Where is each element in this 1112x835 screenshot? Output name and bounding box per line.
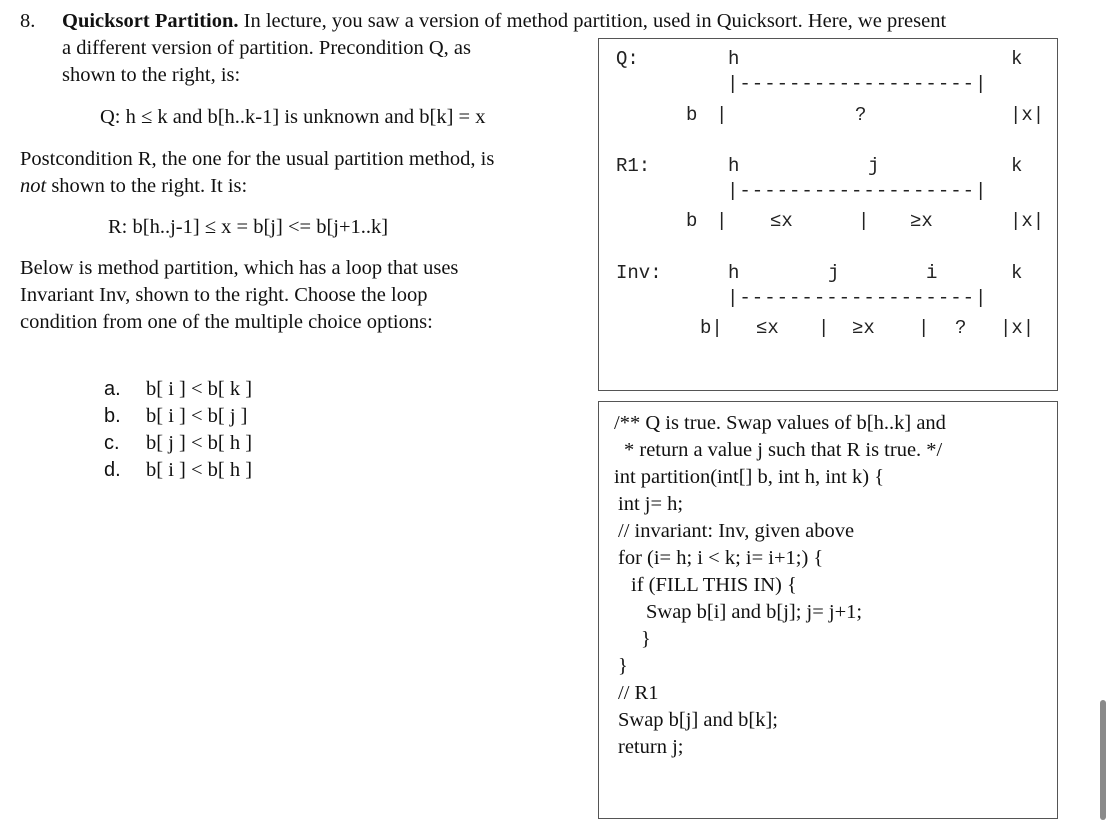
inv-cell-bar-j: | <box>818 317 830 339</box>
below-line-1: Below is method partition, which has a loop that uses <box>20 257 459 279</box>
option-letter: a. <box>104 378 121 400</box>
q-array-name: b <box>686 104 698 126</box>
code-line-3: int partition(int[] b, int h, int k) { <box>614 466 885 488</box>
option-letter: d. <box>104 459 121 481</box>
q-cell-x: |x| <box>1010 104 1045 126</box>
inv-cell-unknown: ? <box>955 317 967 339</box>
not-emphasis: not <box>20 175 47 197</box>
code-line-12: Swap b[j] and b[k]; <box>618 709 778 731</box>
code-line-4: int j= h; <box>618 493 684 515</box>
r1-cell-bar-j: | <box>858 210 870 232</box>
q-rule: |-------------------| <box>727 73 988 95</box>
r1-cell-x: |x| <box>1010 210 1045 232</box>
inv-cell-le-x: ≤x <box>756 317 779 339</box>
question-header <box>62 10 946 33</box>
postcondition-line-2 <box>20 175 247 198</box>
code-line-10: } <box>618 655 628 677</box>
q-cell-bar: | <box>716 104 728 126</box>
question-title: Quicksort Partition. <box>62 10 239 32</box>
r1-index-j: j <box>868 155 880 177</box>
inv-cell-x: |x| <box>1000 317 1035 339</box>
inv-index-k: k <box>1011 262 1023 284</box>
code-line-1: /** Q is true. Swap values of b[h..k] and <box>614 412 946 434</box>
code-line-7: if (FILL THIS IN) { <box>631 574 797 596</box>
postcondition-line-1: Postcondition R, the one for the usual partition method, is <box>20 148 495 170</box>
inv-cell-bar-i: | <box>918 317 930 339</box>
option-text: b[ i ] < b[ k ] <box>146 378 253 400</box>
option-letter: b. <box>104 405 121 427</box>
inv-label: Inv: <box>616 262 662 284</box>
question-intro-line-1: In lecture, you saw a version of method partition, used in Quicksort. Here, we present <box>238 10 947 32</box>
r1-cell-ge-x: ≥x <box>910 210 933 232</box>
code-line-5: // invariant: Inv, given above <box>618 520 855 542</box>
r1-index-k: k <box>1011 155 1023 177</box>
code-line-2: * return a value j such that R is true. */ <box>624 439 943 461</box>
q-label: Q: <box>616 48 639 70</box>
below-line-3: condition from one of the multiple choice options: <box>20 311 433 333</box>
below-line-2: Invariant Inv, shown to the right. Choose the loop <box>20 284 428 306</box>
r1-cell-bar: | <box>716 210 728 232</box>
inv-rule: |-------------------| <box>727 287 988 309</box>
code-line-9: } <box>641 628 651 650</box>
code-line-11: // R1 <box>618 682 659 704</box>
inv-cell-ge-x: ≥x <box>852 317 875 339</box>
inv-index-h: h <box>728 262 740 284</box>
r1-rule: |-------------------| <box>727 180 988 202</box>
option-text: b[ j ] < b[ h ] <box>146 432 253 454</box>
inv-array-name: b| <box>700 317 723 339</box>
inv-index-i: i <box>926 262 938 284</box>
precondition-q-formula: Q: h ≤ k and b[h..k-1] is unknown and b[k] = x <box>100 106 486 128</box>
code-line-6: for (i= h; i < k; i= i+1;) { <box>618 547 824 569</box>
r1-index-h: h <box>728 155 740 177</box>
question-intro-line-2: a different version of partition. Precondition Q, as <box>62 37 471 59</box>
question-intro-line-3: shown to the right, is: <box>62 64 241 86</box>
option-letter: c. <box>104 432 120 454</box>
q-index-k: k <box>1011 48 1023 70</box>
vertical-scrollbar[interactable] <box>1100 700 1106 820</box>
postcondition-line-2-rest: shown to the right. It is: <box>46 175 248 197</box>
postcondition-r-formula: R: b[h..j-1] ≤ x = b[j] <= b[j+1..k] <box>108 216 389 238</box>
q-index-h: h <box>728 48 740 70</box>
inv-index-j: j <box>828 262 840 284</box>
r1-label: R1: <box>616 155 651 177</box>
code-line-8: Swap b[i] and b[j]; j= j+1; <box>646 601 863 623</box>
option-text: b[ i ] < b[ j ] <box>146 405 248 427</box>
r1-cell-le-x: ≤x <box>770 210 793 232</box>
option-text: b[ i ] < b[ h ] <box>146 459 253 481</box>
r1-array-name: b <box>686 210 698 232</box>
question-number: 8. <box>20 10 36 32</box>
code-line-13: return j; <box>618 736 684 758</box>
q-cell-unknown: ? <box>855 104 867 126</box>
